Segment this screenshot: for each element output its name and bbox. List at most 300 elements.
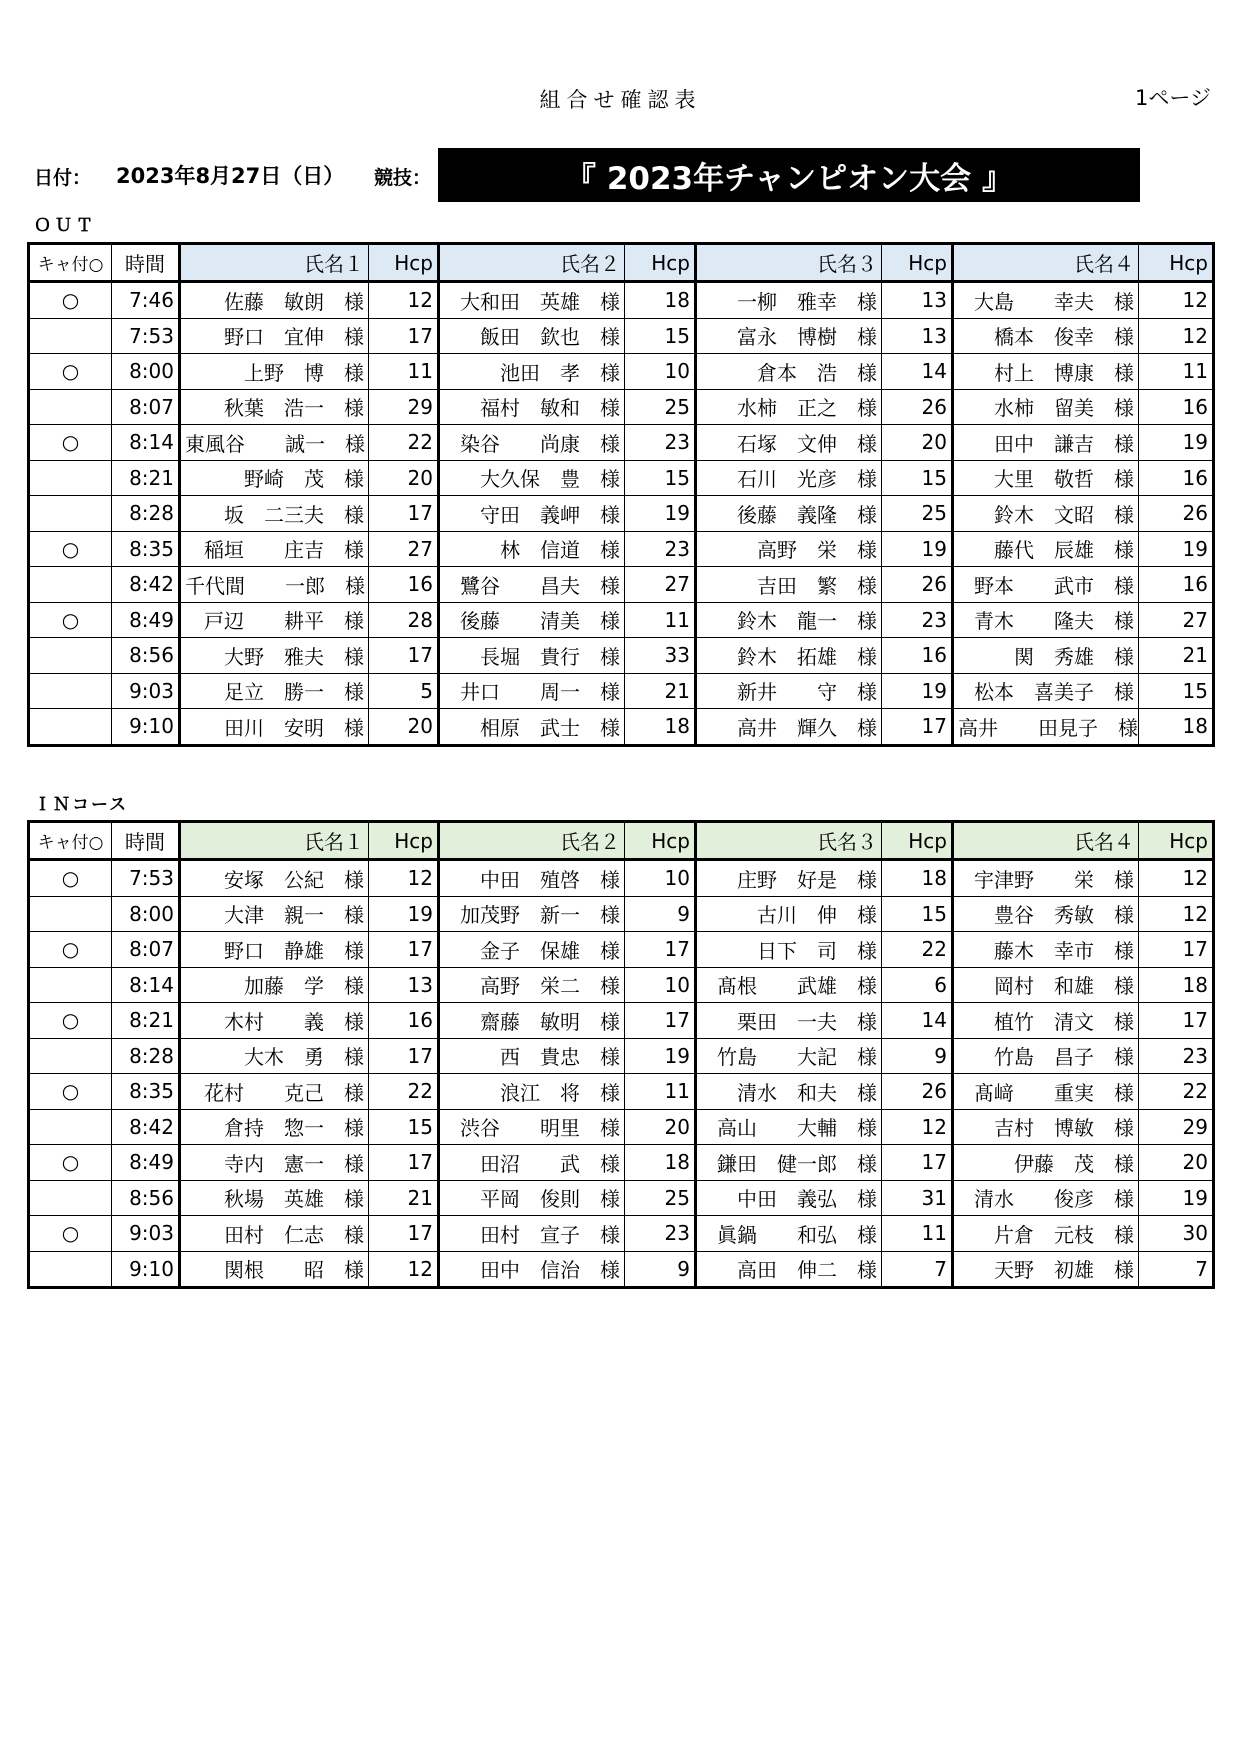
in-header-row [29, 822, 1214, 860]
handicap-3: 25 [882, 496, 953, 532]
player-name-1: 木村 義 様 [180, 1003, 369, 1039]
table-row [29, 567, 1214, 603]
player-name-4: 竹島 昌子 様 [953, 1038, 1139, 1074]
player-name-1: 関根 昭 様 [180, 1251, 369, 1288]
handicap-2: 18 [625, 282, 696, 319]
tee-time: 8:07 [112, 389, 180, 425]
caddy-mark: ○ [29, 531, 112, 567]
player-name-2: 金子 保雄 様 [439, 932, 625, 968]
handicap-3: 15 [882, 896, 953, 932]
player-name-2: 中田 殖啓 様 [439, 860, 625, 897]
column-header-time: 時間 [112, 244, 180, 282]
handicap-1: 28 [369, 602, 439, 638]
handicap-4: 12 [1139, 896, 1214, 932]
column-header-name-3: 氏名３ [696, 244, 882, 282]
handicap-1: 16 [369, 567, 439, 603]
column-header-name-2: 氏名２ [439, 244, 625, 282]
column-header-hcp-3: Hcp [882, 244, 953, 282]
player-name-3: 竹島 大記 様 [696, 1038, 882, 1074]
handicap-1: 17 [369, 1145, 439, 1181]
tee-time: 8:56 [112, 1180, 180, 1216]
page-number: 1ページ [1135, 86, 1211, 110]
handicap-3: 26 [882, 389, 953, 425]
table-row [29, 602, 1214, 638]
tee-time: 8:56 [112, 638, 180, 674]
player-name-3: 高山 大輔 様 [696, 1109, 882, 1145]
handicap-4: 19 [1139, 1180, 1214, 1216]
caddy-mark: ○ [29, 932, 112, 968]
handicap-2: 17 [625, 932, 696, 968]
handicap-3: 19 [882, 673, 953, 709]
handicap-2: 23 [625, 1216, 696, 1252]
player-name-4: 青木 隆夫 様 [953, 602, 1139, 638]
player-name-3: 水柿 正之 様 [696, 389, 882, 425]
handicap-4: 18 [1139, 709, 1214, 746]
column-header-hcp-2: Hcp [625, 244, 696, 282]
caddy-mark: ○ [29, 1216, 112, 1252]
handicap-3: 16 [882, 638, 953, 674]
caddy-mark [29, 318, 112, 354]
player-name-1: 千代間 一郎 様 [180, 567, 369, 603]
player-name-3: 栗田 一夫 様 [696, 1003, 882, 1039]
handicap-4: 16 [1139, 460, 1214, 496]
table-row [29, 673, 1214, 709]
handicap-1: 22 [369, 1074, 439, 1110]
event-title-banner [438, 148, 1140, 202]
tee-time: 8:14 [112, 967, 180, 1003]
table-row [29, 531, 1214, 567]
player-name-1: 戸辺 耕平 様 [180, 602, 369, 638]
player-name-1: 加藤 学 様 [180, 967, 369, 1003]
caddy-mark [29, 1180, 112, 1216]
table-row [29, 860, 1214, 897]
player-name-2: 大和田 英雄 様 [439, 282, 625, 319]
out-section-label: ＯＵＴ [34, 216, 97, 236]
handicap-1: 12 [369, 1251, 439, 1288]
player-name-4: 髙﨑 重実 様 [953, 1074, 1139, 1110]
handicap-3: 13 [882, 318, 953, 354]
tee-time: 9:10 [112, 1251, 180, 1288]
tee-time: 8:00 [112, 354, 180, 390]
handicap-2: 10 [625, 967, 696, 1003]
player-name-2: 浪江 将 様 [439, 1074, 625, 1110]
tee-time: 8:49 [112, 602, 180, 638]
player-name-3: 富永 博樹 様 [696, 318, 882, 354]
caddy-mark [29, 567, 112, 603]
handicap-3: 7 [882, 1251, 953, 1288]
tee-time: 8:28 [112, 496, 180, 532]
handicap-4: 16 [1139, 567, 1214, 603]
handicap-2: 18 [625, 709, 696, 746]
handicap-2: 10 [625, 860, 696, 897]
player-name-3: 高井 輝久 様 [696, 709, 882, 746]
handicap-4: 26 [1139, 496, 1214, 532]
tee-time: 8:07 [112, 932, 180, 968]
caddy-mark: ○ [29, 602, 112, 638]
player-name-3: 鎌田 健一郎 様 [696, 1145, 882, 1181]
handicap-1: 20 [369, 709, 439, 746]
out-pairing-table [27, 242, 1215, 747]
handicap-4: 19 [1139, 425, 1214, 461]
event-label: 競技： [374, 167, 432, 189]
column-header-hcp-1: Hcp [369, 822, 439, 860]
tee-time: 7:46 [112, 282, 180, 319]
player-name-3: 倉本 浩 様 [696, 354, 882, 390]
tee-time: 8:21 [112, 1003, 180, 1039]
player-name-2: 西 貴忠 様 [439, 1038, 625, 1074]
handicap-2: 23 [625, 531, 696, 567]
player-name-4: 橋本 俊幸 様 [953, 318, 1139, 354]
player-name-4: 鈴木 文昭 様 [953, 496, 1139, 532]
handicap-4: 23 [1139, 1038, 1214, 1074]
handicap-2: 21 [625, 673, 696, 709]
table-row [29, 354, 1214, 390]
player-name-1: 東風谷 誠一 様 [180, 425, 369, 461]
handicap-2: 25 [625, 1180, 696, 1216]
player-name-3: 日下 司 様 [696, 932, 882, 968]
player-name-3: 鈴木 龍一 様 [696, 602, 882, 638]
column-header-caddy: キャ付○ [29, 244, 112, 282]
handicap-4: 12 [1139, 318, 1214, 354]
table-row [29, 1003, 1214, 1039]
player-name-1: 佐藤 敏朗 様 [180, 282, 369, 319]
table-row [29, 425, 1214, 461]
handicap-4: 27 [1139, 602, 1214, 638]
player-name-3: 髙根 武雄 様 [696, 967, 882, 1003]
caddy-mark: ○ [29, 282, 112, 319]
handicap-1: 17 [369, 1216, 439, 1252]
handicap-3: 17 [882, 1145, 953, 1181]
player-name-1: 大野 雅夫 様 [180, 638, 369, 674]
handicap-2: 9 [625, 896, 696, 932]
handicap-2: 15 [625, 460, 696, 496]
column-header-hcp-2: Hcp [625, 822, 696, 860]
handicap-4: 16 [1139, 389, 1214, 425]
handicap-4: 20 [1139, 1145, 1214, 1181]
handicap-4: 19 [1139, 531, 1214, 567]
player-name-4: 豊谷 秀敏 様 [953, 896, 1139, 932]
table-row [29, 496, 1214, 532]
handicap-1: 20 [369, 460, 439, 496]
handicap-3: 6 [882, 967, 953, 1003]
tee-time: 8:00 [112, 896, 180, 932]
handicap-1: 17 [369, 496, 439, 532]
handicap-1: 13 [369, 967, 439, 1003]
player-name-3: 一柳 雅幸 様 [696, 282, 882, 319]
player-name-4: 高井 田見子 様 [953, 709, 1139, 746]
column-header-name-4: 氏名４ [953, 822, 1139, 860]
handicap-4: 7 [1139, 1251, 1214, 1288]
handicap-1: 19 [369, 896, 439, 932]
player-name-1: 田川 安明 様 [180, 709, 369, 746]
player-name-4: 村上 博康 様 [953, 354, 1139, 390]
handicap-3: 26 [882, 1074, 953, 1110]
player-name-3: 後藤 義隆 様 [696, 496, 882, 532]
table-row [29, 638, 1214, 674]
caddy-mark [29, 1109, 112, 1145]
player-name-3: 清水 和夫 様 [696, 1074, 882, 1110]
handicap-1: 16 [369, 1003, 439, 1039]
caddy-mark [29, 673, 112, 709]
player-name-4: 藤木 幸市 様 [953, 932, 1139, 968]
player-name-4: 片倉 元枝 様 [953, 1216, 1139, 1252]
handicap-2: 18 [625, 1145, 696, 1181]
handicap-3: 12 [882, 1109, 953, 1145]
tee-time: 8:35 [112, 1074, 180, 1110]
player-name-3: 眞鍋 和弘 様 [696, 1216, 882, 1252]
handicap-1: 11 [369, 354, 439, 390]
player-name-4: 伊藤 茂 様 [953, 1145, 1139, 1181]
column-header-time: 時間 [112, 822, 180, 860]
player-name-2: 鷺谷 昌夫 様 [439, 567, 625, 603]
handicap-4: 11 [1139, 354, 1214, 390]
handicap-2: 19 [625, 496, 696, 532]
player-name-1: 寺内 憲一 様 [180, 1145, 369, 1181]
handicap-2: 17 [625, 1003, 696, 1039]
tee-time: 8:21 [112, 460, 180, 496]
handicap-4: 18 [1139, 967, 1214, 1003]
handicap-1: 12 [369, 282, 439, 319]
player-name-2: 齋藤 敏明 様 [439, 1003, 625, 1039]
handicap-2: 15 [625, 318, 696, 354]
caddy-mark [29, 460, 112, 496]
caddy-mark: ○ [29, 1145, 112, 1181]
handicap-3: 9 [882, 1038, 953, 1074]
handicap-3: 18 [882, 860, 953, 897]
column-header-name-4: 氏名４ [953, 244, 1139, 282]
handicap-1: 12 [369, 860, 439, 897]
handicap-1: 15 [369, 1109, 439, 1145]
tee-time: 7:53 [112, 860, 180, 897]
handicap-1: 5 [369, 673, 439, 709]
player-name-3: 古川 伸 様 [696, 896, 882, 932]
handicap-2: 33 [625, 638, 696, 674]
player-name-4: 岡村 和雄 様 [953, 967, 1139, 1003]
player-name-1: 坂 二三夫 様 [180, 496, 369, 532]
player-name-2: 渋谷 明里 様 [439, 1109, 625, 1145]
handicap-3: 22 [882, 932, 953, 968]
player-name-2: 福村 敏和 様 [439, 389, 625, 425]
player-name-2: 田沼 武 様 [439, 1145, 625, 1181]
player-name-1: 花村 克己 様 [180, 1074, 369, 1110]
handicap-3: 19 [882, 531, 953, 567]
handicap-1: 17 [369, 318, 439, 354]
player-name-2: 後藤 清美 様 [439, 602, 625, 638]
in-pairing-table [27, 820, 1215, 1289]
caddy-mark: ○ [29, 354, 112, 390]
player-name-2: 飯田 欽也 様 [439, 318, 625, 354]
handicap-4: 12 [1139, 282, 1214, 319]
player-name-4: 清水 俊彦 様 [953, 1180, 1139, 1216]
handicap-4: 17 [1139, 1003, 1214, 1039]
column-header-caddy: キャ付○ [29, 822, 112, 860]
column-header-name-1: 氏名１ [180, 244, 369, 282]
table-row [29, 318, 1214, 354]
player-name-2: 加茂野 新一 様 [439, 896, 625, 932]
handicap-4: 21 [1139, 638, 1214, 674]
table-row [29, 1216, 1214, 1252]
handicap-4: 15 [1139, 673, 1214, 709]
date-label: 日付： [34, 167, 92, 189]
player-name-4: 関 秀雄 様 [953, 638, 1139, 674]
caddy-mark [29, 496, 112, 532]
handicap-3: 13 [882, 282, 953, 319]
tee-time: 9:03 [112, 673, 180, 709]
player-name-1: 安塚 公紀 様 [180, 860, 369, 897]
table-row [29, 932, 1214, 968]
player-name-1: 秋場 英雄 様 [180, 1180, 369, 1216]
handicap-3: 11 [882, 1216, 953, 1252]
player-name-2: 林 信道 様 [439, 531, 625, 567]
table-row [29, 389, 1214, 425]
player-name-1: 田村 仁志 様 [180, 1216, 369, 1252]
column-header-hcp-4: Hcp [1139, 822, 1214, 860]
player-name-4: 天野 初雄 様 [953, 1251, 1139, 1288]
caddy-mark: ○ [29, 1074, 112, 1110]
handicap-4: 29 [1139, 1109, 1214, 1145]
player-name-4: 田中 謙吉 様 [953, 425, 1139, 461]
out-header-row [29, 244, 1214, 282]
caddy-mark [29, 1251, 112, 1288]
handicap-1: 17 [369, 638, 439, 674]
tee-time: 8:42 [112, 567, 180, 603]
handicap-1: 27 [369, 531, 439, 567]
player-name-2: 平岡 俊則 様 [439, 1180, 625, 1216]
handicap-1: 29 [369, 389, 439, 425]
document-title: 組合せ確認表 [539, 88, 702, 112]
player-name-2: 田中 信治 様 [439, 1251, 625, 1288]
handicap-3: 17 [882, 709, 953, 746]
caddy-mark [29, 1038, 112, 1074]
out-table-body [29, 282, 1214, 746]
handicap-3: 20 [882, 425, 953, 461]
caddy-mark [29, 709, 112, 746]
handicap-2: 11 [625, 1074, 696, 1110]
player-name-4: 水柿 留美 様 [953, 389, 1139, 425]
player-name-4: 藤代 辰雄 様 [953, 531, 1139, 567]
player-name-3: 鈴木 拓雄 様 [696, 638, 882, 674]
player-name-2: 長堀 貴行 様 [439, 638, 625, 674]
table-row [29, 1109, 1214, 1145]
column-header-hcp-3: Hcp [882, 822, 953, 860]
caddy-mark [29, 638, 112, 674]
handicap-2: 23 [625, 425, 696, 461]
player-name-2: 井口 周一 様 [439, 673, 625, 709]
tee-time: 9:10 [112, 709, 180, 746]
handicap-3: 31 [882, 1180, 953, 1216]
column-header-name-3: 氏名３ [696, 822, 882, 860]
in-section-label: ＩＮコース [34, 795, 129, 815]
handicap-4: 17 [1139, 932, 1214, 968]
handicap-2: 20 [625, 1109, 696, 1145]
table-row [29, 460, 1214, 496]
caddy-mark: ○ [29, 425, 112, 461]
handicap-3: 26 [882, 567, 953, 603]
table-row [29, 709, 1214, 746]
player-name-3: 庄野 好是 様 [696, 860, 882, 897]
player-name-1: 野口 宜伸 様 [180, 318, 369, 354]
handicap-1: 17 [369, 932, 439, 968]
table-row [29, 282, 1214, 319]
column-header-hcp-1: Hcp [369, 244, 439, 282]
handicap-1: 21 [369, 1180, 439, 1216]
player-name-1: 倉持 惣一 様 [180, 1109, 369, 1145]
player-name-3: 吉田 繁 様 [696, 567, 882, 603]
player-name-2: 染谷 尚康 様 [439, 425, 625, 461]
player-name-1: 大木 勇 様 [180, 1038, 369, 1074]
handicap-2: 19 [625, 1038, 696, 1074]
player-name-4: 植竹 清文 様 [953, 1003, 1139, 1039]
player-name-3: 高野 栄 様 [696, 531, 882, 567]
player-name-3: 中田 義弘 様 [696, 1180, 882, 1216]
handicap-3: 14 [882, 354, 953, 390]
handicap-4: 22 [1139, 1074, 1214, 1110]
handicap-2: 25 [625, 389, 696, 425]
caddy-mark [29, 967, 112, 1003]
handicap-2: 9 [625, 1251, 696, 1288]
table-row [29, 896, 1214, 932]
player-name-4: 松本 喜美子 様 [953, 673, 1139, 709]
player-name-2: 大久保 豊 様 [439, 460, 625, 496]
handicap-1: 17 [369, 1038, 439, 1074]
player-name-4: 大島 幸夫 様 [953, 282, 1139, 319]
player-name-3: 石塚 文伸 様 [696, 425, 882, 461]
tee-time: 7:53 [112, 318, 180, 354]
caddy-mark: ○ [29, 1003, 112, 1039]
caddy-mark [29, 389, 112, 425]
event-title: 『 2023年チャンピオン大会 』 [565, 160, 1013, 197]
player-name-4: 野本 武市 様 [953, 567, 1139, 603]
player-name-2: 高野 栄二 様 [439, 967, 625, 1003]
table-row [29, 1145, 1214, 1181]
table-row [29, 967, 1214, 1003]
tee-time: 8:49 [112, 1145, 180, 1181]
player-name-2: 守田 義岬 様 [439, 496, 625, 532]
player-name-4: 宇津野 栄 様 [953, 860, 1139, 897]
tee-time: 9:03 [112, 1216, 180, 1252]
handicap-2: 10 [625, 354, 696, 390]
column-header-name-2: 氏名２ [439, 822, 625, 860]
tee-time: 8:28 [112, 1038, 180, 1074]
tee-time: 8:42 [112, 1109, 180, 1145]
column-header-name-1: 氏名１ [180, 822, 369, 860]
player-name-1: 上野 博 様 [180, 354, 369, 390]
handicap-3: 23 [882, 602, 953, 638]
handicap-4: 30 [1139, 1216, 1214, 1252]
table-row [29, 1251, 1214, 1288]
caddy-mark: ○ [29, 860, 112, 897]
player-name-1: 足立 勝一 様 [180, 673, 369, 709]
player-name-2: 相原 武士 様 [439, 709, 625, 746]
date-value: 2023年8月27日（日） [116, 164, 345, 188]
tee-time: 8:35 [112, 531, 180, 567]
handicap-1: 22 [369, 425, 439, 461]
in-table-body [29, 860, 1214, 1288]
player-name-1: 野口 静雄 様 [180, 932, 369, 968]
player-name-2: 池田 孝 様 [439, 354, 625, 390]
player-name-2: 田村 宣子 様 [439, 1216, 625, 1252]
table-row [29, 1074, 1214, 1110]
player-name-3: 石川 光彦 様 [696, 460, 882, 496]
handicap-4: 12 [1139, 860, 1214, 897]
player-name-4: 吉村 博敏 様 [953, 1109, 1139, 1145]
handicap-2: 27 [625, 567, 696, 603]
player-name-1: 秋葉 浩一 様 [180, 389, 369, 425]
tee-time: 8:14 [112, 425, 180, 461]
player-name-3: 高田 伸二 様 [696, 1251, 882, 1288]
player-name-1: 大津 親一 様 [180, 896, 369, 932]
table-row [29, 1038, 1214, 1074]
